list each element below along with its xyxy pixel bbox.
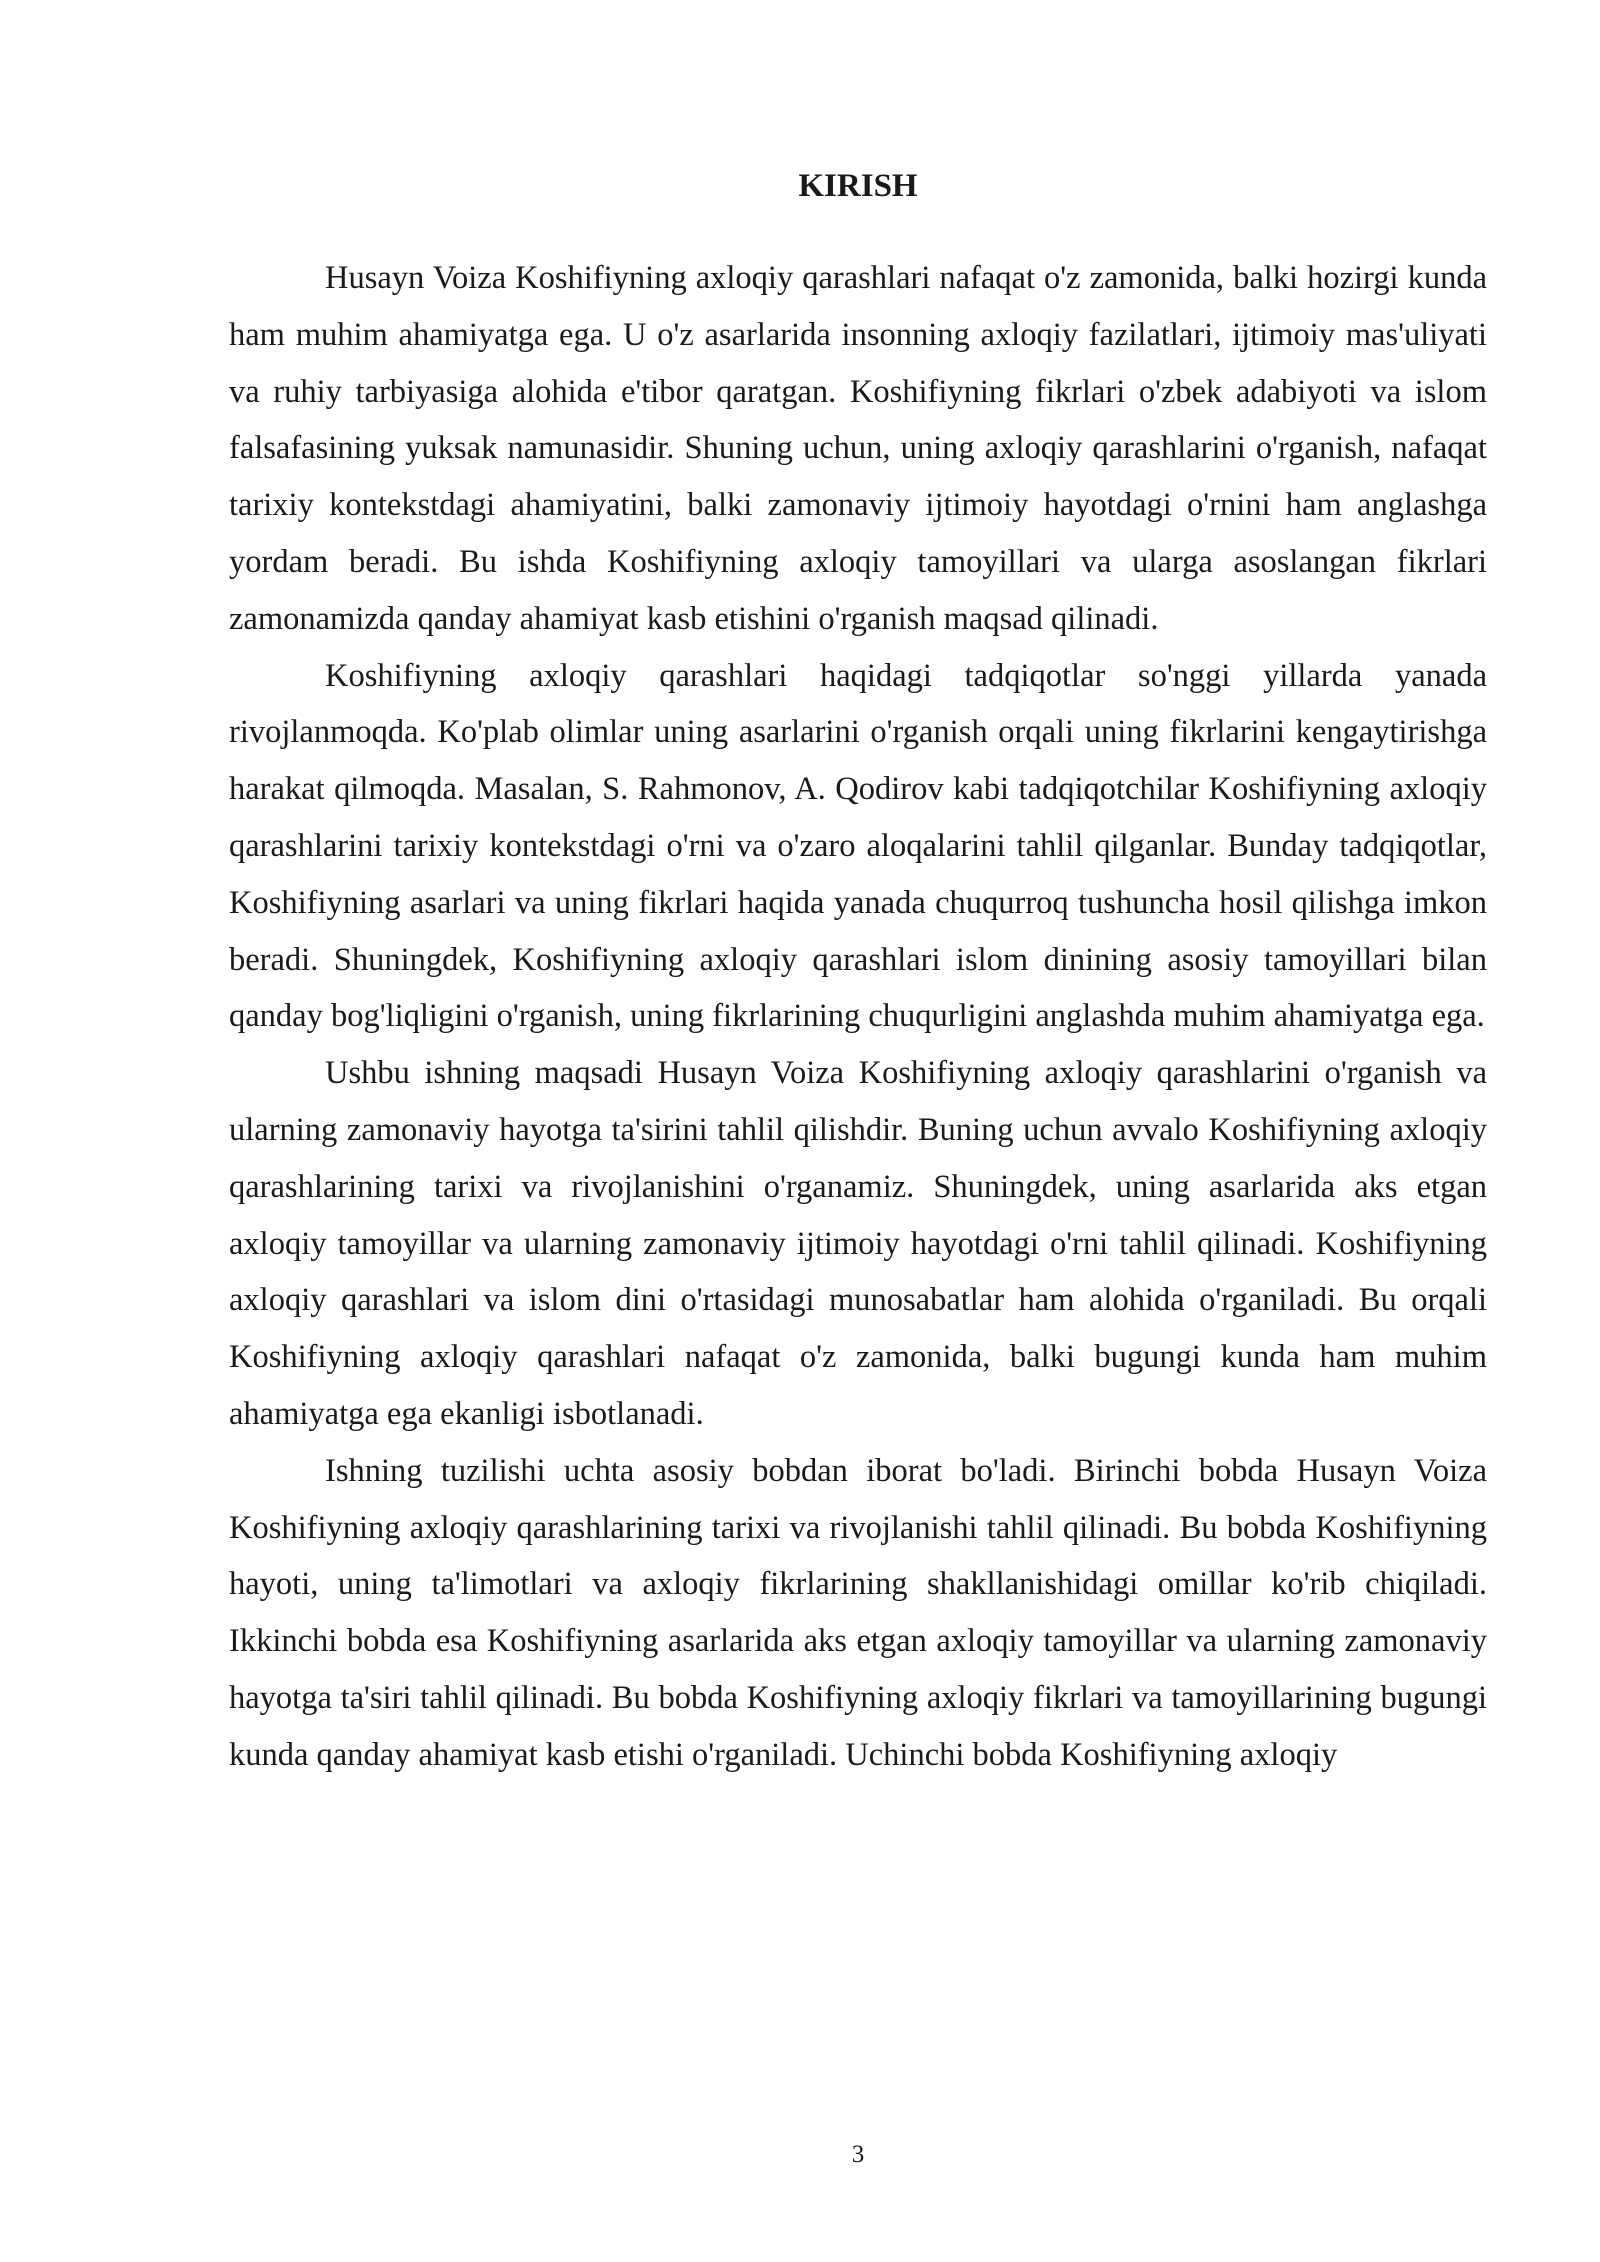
paragraph-4: Ishning tuzilishi uchta asosiy bobdan iborat bo'ladi. Birinchi bobda Husayn Voiza Koshifiyning axloqiy qarashlarining tarixi va rivojlanishi tahlil qilinadi. Bu bobda Koshifiyning hayoti, uning ta'limotlari va axloqiy fikrlarining shakllanishidagi omillar ko'rib chiqiladi. Ikkinchi bobda esa Koshifiyning asarlarida aks etgan axloqiy tamoyillar va ularning zamonaviy hayotga ta'siri tahlil qilinadi. Bu bobda Koshifiyning axloqiy fikrlari va tamoyillarining bugungi kunda qanday ahamiyat kasb etishi o'rganiladi. Uchinchi bobda Koshifiyning axloqiy — [229, 1452, 1487, 1773]
paragraph-2: Koshifiyning axloqiy qarashlari haqidagi tadqiqotlar so'nggi yillarda yanada rivojlanmoqda. Ko'plab olimlar uning asarlarini o'rganish orqali uning fikrlarini kengaytirishga harakat qilmoqda. Masalan, S. Rahmonov, A. Qodirov kabi tadqiqotchilar Koshifiyning axloqiy qarashlarini tarixiy kontekstdagi o'rni va o'zaro aloqalarini tahlil qilganlar. Bunday tadqiqotlar, Koshifiyning asarlari va uning fikrlari haqida yanada chuqurroq tushuncha hosil qilishga imkon beradi. Shuningdek, Koshifiyning axloqiy qarashlari islom dinining asosiy tamoyillari bilan qanday bog'liqligini o'rganish, uning fikrlarining chuqurligini anglashda muhim ahamiyatga ega. — [229, 657, 1487, 1035]
body-text — [229, 250, 1487, 1784]
paragraph-1: Husayn Voiza Koshifiyning axloqiy qarashlari nafaqat o'z zamonida, balki hozirgi kunda ham muhim ahamiyatga ega. U o'z asarlarida insonning axloqiy fazilatlari, ijtimoiy mas'uliyati va ruhiy tarbiyasiga alohida e'tibor qaratgan. Koshifiyning fikrlari o'zbek adabiyoti va islom falsafasining yuksak namunasidir. Shuning uchun, uning axloqiy qarashlarini o'rganish, nafaqat tarixiy kontekstdagi ahamiyatini, balki zamonaviy ijtimoiy hayotdagi o'rnini ham anglashga yordam beradi. Bu ishda Koshifiyning axloqiy tamoyillari va ularga asoslangan fikrlari zamonamizda qanday ahamiyat kasb etishini o'rganish maqsad qilinadi. — [229, 260, 1487, 637]
page-number: 3 — [851, 2141, 865, 2168]
paragraph-3: Ushbu ishning maqsadi Husayn Voiza Koshifiyning axloqiy qarashlarini o'rganish va ularning zamonaviy hayotga ta'sirini tahlil qilishdir. Buning uchun avvalo Koshifiyning axloqiy qarashlarining tarixi va rivojlanishini o'rganamiz. Shuningdek, uning asarlarida aks etgan axloqiy tamoyillar va ularning zamonaviy ijtimoiy hayotdagi o'rni tahlil qilinadi. Koshifiyning axloqiy qarashlari va islom dini o'rtasidagi munosabatlar ham alohida o'rganiladi. Bu orqali Koshifiyning axloqiy qarashlari nafaqat o'z zamonida, balki bugungi kunda ham muhim ahamiyatga ega ekanligi isbotlanadi. — [229, 1055, 1487, 1432]
page-title: KIRISH — [798, 168, 918, 204]
